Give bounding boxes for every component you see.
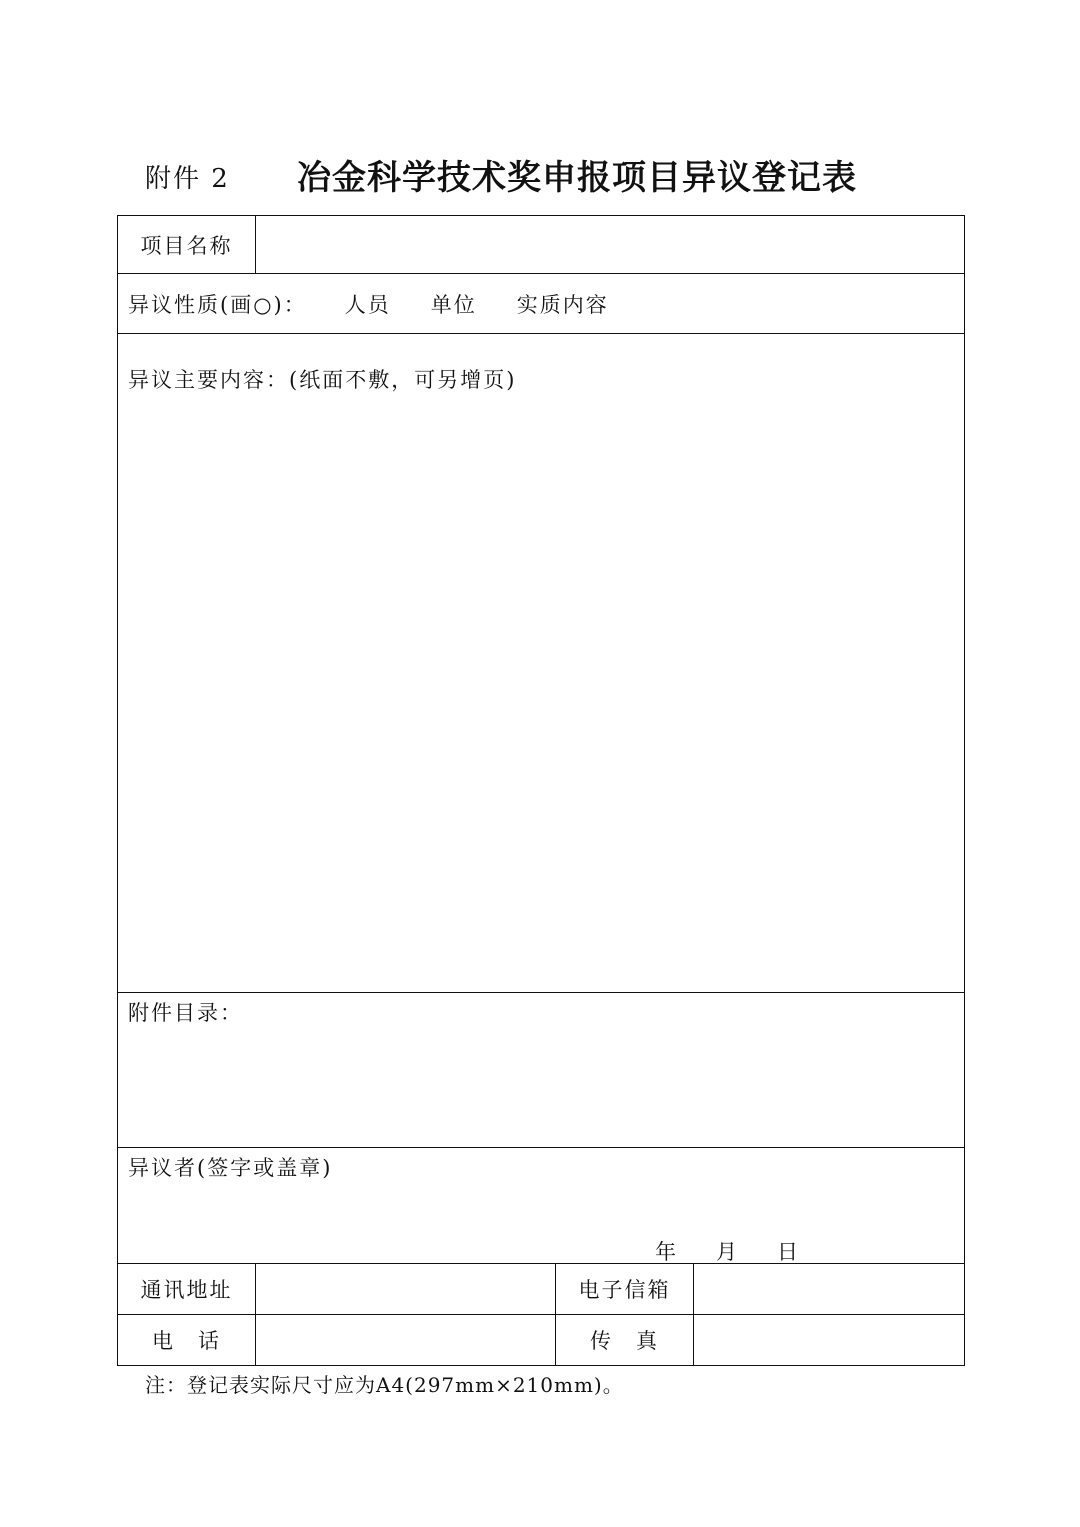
- main-content-row: [118, 334, 965, 993]
- objector-signature-cell[interactable]: [118, 1148, 965, 1264]
- project-name-label: 项目名称: [118, 216, 256, 274]
- email-field[interactable]: [694, 1264, 965, 1315]
- appendix-cell[interactable]: [118, 993, 965, 1148]
- phone-field[interactable]: [256, 1315, 556, 1366]
- signature-date: [655, 1236, 800, 1266]
- nature-option-personnel[interactable]: 人员: [344, 292, 391, 317]
- objection-nature-cell: [118, 274, 965, 334]
- date-day-label: 日: [777, 1240, 800, 1264]
- date-month-label: 月: [716, 1240, 739, 1264]
- contact-row-1: [118, 1264, 965, 1315]
- objection-nature-row: [118, 274, 965, 334]
- project-name-row: [118, 216, 965, 274]
- contact-row-2: [118, 1315, 965, 1366]
- email-label: 电子信箱: [556, 1264, 694, 1315]
- date-year-label: 年: [655, 1240, 678, 1264]
- document-title: 冶金科学技术奖申报项目异议登记表: [297, 158, 857, 198]
- objector-label: 异议者(签字或盖章): [128, 1156, 333, 1180]
- address-field[interactable]: [256, 1264, 556, 1315]
- objector-row: [118, 1148, 965, 1264]
- fax-label: 传 真: [556, 1315, 694, 1366]
- main-content-cell[interactable]: [118, 334, 965, 993]
- appendix-label: 附件目录：: [128, 1001, 243, 1025]
- objection-nature-label: 异议性质(画○)：: [128, 292, 307, 317]
- objection-registration-form: [117, 215, 965, 1366]
- address-label: 通讯地址: [118, 1264, 256, 1315]
- main-content-label: 异议主要内容：(纸面不敷，可另增页): [128, 368, 517, 392]
- attachment-label: 附件 2: [145, 164, 230, 194]
- nature-option-substantive[interactable]: 实质内容: [516, 292, 609, 317]
- project-name-field[interactable]: [256, 216, 965, 274]
- appendix-row: [118, 993, 965, 1148]
- size-note: 注：登记表实际尺寸应为A4(297mm×210mm)。: [145, 1373, 624, 1397]
- phone-label: 电 话: [118, 1315, 256, 1366]
- fax-field[interactable]: [694, 1315, 965, 1366]
- document-header: [0, 150, 1080, 206]
- nature-option-unit[interactable]: 单位: [430, 292, 477, 317]
